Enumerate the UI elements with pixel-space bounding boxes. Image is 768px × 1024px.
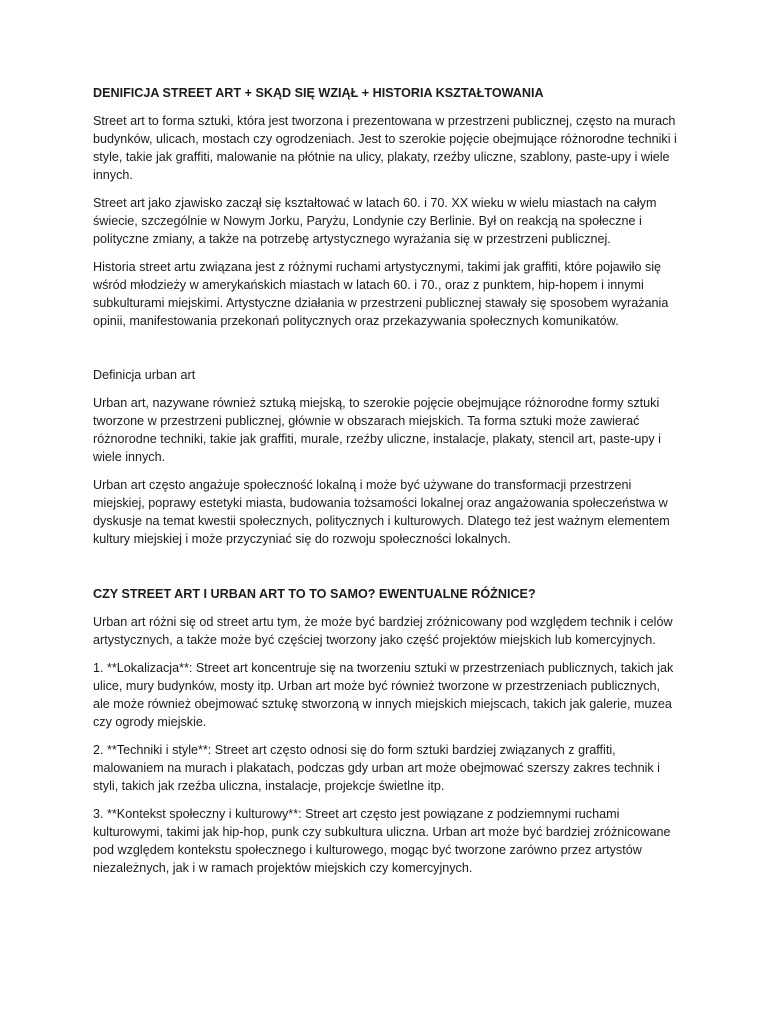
paragraph: Urban art różni się od street artu tym, że może być bardziej zróżnicowany pod względem technik i celów artystycznych, a także może być częściej tworzony jako część projektów miejskich lub komercyjnych. (93, 615, 673, 647)
paragraph: Historia street artu związana jest z różnymi ruchami artystycznymi, takimi jak graffiti, które pojawiło się wśród młodzieży w amerykańskich miastach w latach 60. i 70., oraz z punktem, hip-hopem i innymi subkulturami miejskimi. Artystyczne działania w przestrzeni publicznej stawały się sposobem wyrażania opinii, manifestowania przekonań politycznych oraz przekazywania społecznych komunikatów. (93, 260, 669, 328)
list-item: 3. **Kontekst społeczny i kulturowy**: Street art często jest powiązane z podziemnymi ruchami kulturowymi, takimi jak hip-hop, punk czy subkultura uliczna. Urban art może być bardziej zróżnicowane pod względem kontekstu społecznego i kulturowego, mogąc być tworzone zarówno przez artystów niezależnych, jak i w ramach projektów miejskich czy komercyjnych. (93, 807, 671, 875)
paragraph: Urban art często angażuje społeczność lokalną i może być używane do transformacji przestrzeni miejskiej, poprawy estetyki miasta, budowania tożsamości lokalnej oraz angażowania społeczeństwa w dyskusje na temat kwestii społecznych, politycznych i kulturowych. Dlatego też jest ważnym elementem kultury miejskiej i może przyczyniać się do rozwoju społeczności lokalnych. (93, 478, 670, 546)
paragraph: Street art to forma sztuki, która jest tworzona i prezentowana w przestrzeni publicznej, często na murach budynków, ulicach, mostach czy ogrodzeniach. Jest to szerokie pojęcie obejmujące różnorodne techniki i style, takie jak graffiti, malowanie na płótnie na ulicy, plakaty, rzeźby uliczne, szablony, paste-upy i wiele innych. (93, 114, 677, 182)
blank-line (93, 340, 679, 366)
paragraph: Street art jako zjawisko zaczął się kształtować w latach 60. i 70. XX wieku w wielu miastach na całym świecie, szczególnie w Nowym Jorku, Paryżu, Londynie czy Berlinie. Był on reakcją na społeczne i polityczne zmiany, a także na potrzebę artystycznego wyrażania się w przestrzeni publicznej. (93, 196, 657, 246)
section-heading-urban-art: Definicja urban art (93, 368, 196, 382)
section-heading-street-art: DENIFICJA STREET ART + SKĄD SIĘ WZIĄŁ + HISTORIA KSZTAŁTOWANIA (93, 86, 544, 100)
section-heading-differences: CZY STREET ART I URBAN ART TO TO SAMO? EWENTUALNE RÓŻNICE? (93, 587, 536, 601)
paragraph: Urban art, nazywane również sztuką miejską, to szerokie pojęcie obejmujące różnorodne formy sztuki tworzone w przestrzeni publicznej, głównie w obszarach miejskich. Ta forma sztuki może zawierać różnorodne techniki, takie jak graffiti, murale, rzeźby uliczne, instalacje, plakaty, stencil art, paste-upy i wiele innych. (93, 396, 661, 464)
list-item: 1. **Lokalizacja**: Street art koncentruje się na tworzeniu sztuki w przestrzeniach publicznych, takich jak ulice, mury budynków, mosty itp. Urban art może być również tworzone w przestrzeniach publicznych, ale może również obejmować sztukę stworzoną w innych miejskich miejscach, takich jak galerie, muzea czy ogrody miejskie. (93, 661, 674, 729)
list-item: 2. **Techniki i style**: Street art często odnosi się do form sztuki bardziej związanych z graffiti, malowaniem na murach i plakatach, podczas gdy urban art może obejmować szerszy zakres technik i styli, takich jak rzeźba uliczna, instalacje, projekcje świetlne itp. (93, 743, 660, 793)
document-page (93, 84, 679, 887)
